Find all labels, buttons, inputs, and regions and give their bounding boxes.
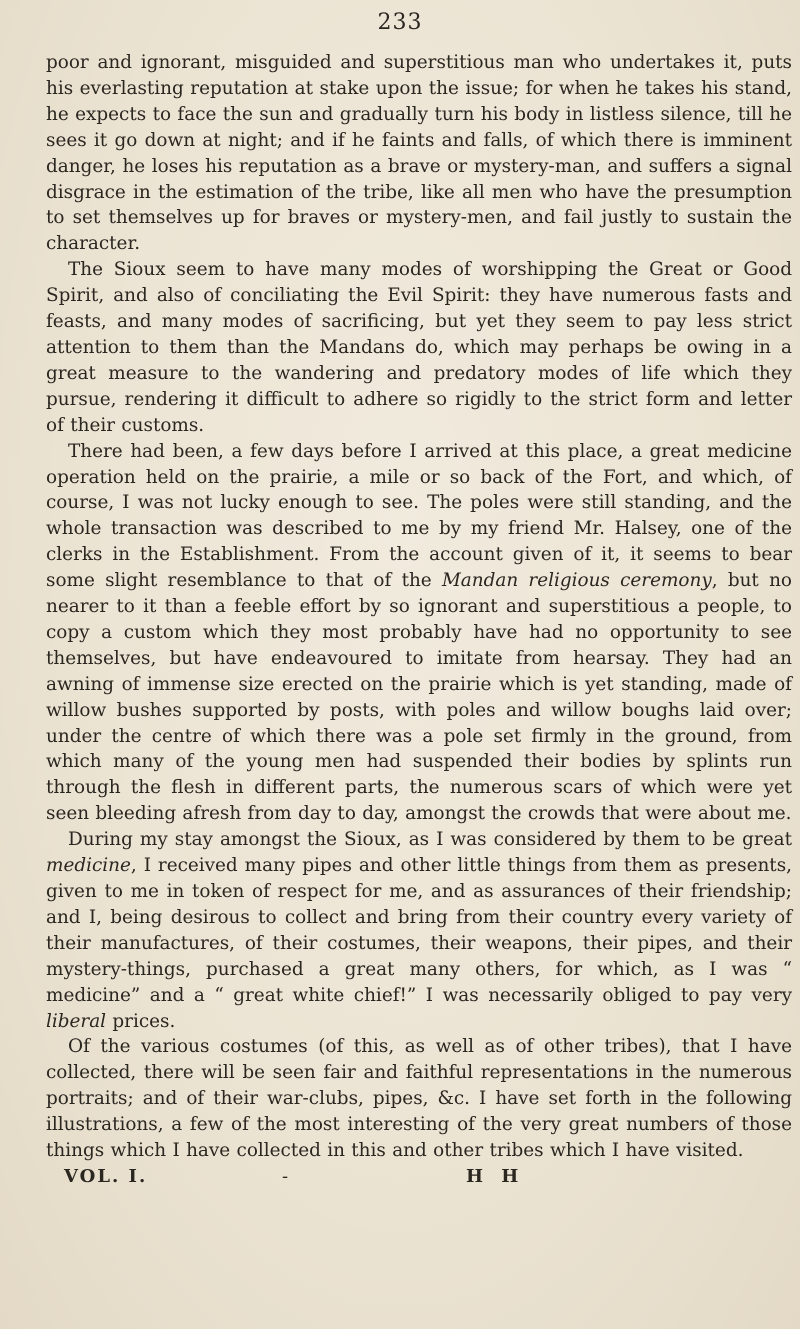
body-text (46, 50, 792, 1164)
paragraph (46, 827, 792, 1034)
page-number: 233 (377, 10, 423, 35)
signature-mark: H H (466, 1166, 525, 1187)
footer-dash: - (282, 1166, 291, 1187)
paragraph (46, 257, 792, 438)
paragraph-text: , I received many pipes and other little things from them as presents, given to me in token of respect for me, and as assurances of their friendship; and I, being desirous to collect and bring from their country every variety of their manufactures, of their costumes, their weapons, their pipes, and their mystery-things, purchased a great many others, for which, as I was “ medicine” and a “ great white chief!” I was necessarily obliged to pay very (46, 855, 792, 1006)
paragraph (46, 50, 792, 257)
italic-text: liberal (46, 1010, 107, 1032)
paragraph-text: poor and ignorant, misguided and superstitious man who undertakes it, puts his everlasting reputation at stake upon the issue; for when he takes his stand, he expects to face the sun and gradually turn his body in listless silence, till he sees it go down at night; and if he faints and falls, of which there is imminent danger, he loses his reputation as a brave or mystery-man, and suffers a signal disgrace in the estimation of the tribe, like all men who have the presumption to set themselves up for braves or mystery-men, and fail justly to sustain the character. (46, 52, 792, 255)
paragraph-text: Of the various costumes (of this, as well as of other tribes), that I have collected, there will be seen fair and faithful representations in the numerous portraits; and of their war-clubs, pipes, &c. I have set forth in the following illustrations, a few of the most interesting of the very great numbers of those things which I have collected in this and other tribes which I have visited. (46, 1036, 792, 1162)
paragraph (46, 1034, 792, 1164)
paragraph-text: The Sioux seem to have many modes of worshipping the Great or Good Spirit, and also of conciliating the Evil Spirit: they have numerous fasts and feasts, and many modes of sacrificing, but yet they seem to pay less strict attention to them than the Mandans do, which may perhaps be owing in a great measure to the wandering and predatory modes of life which they pursue, rendering it difficult to adhere so rigidly to the strict form and letter of their customs. (46, 259, 792, 436)
paragraph-text: , but no nearer to it than a feeble effort by so ignorant and superstitious a people, to copy a custom which they most probably have had no opportunity to see themselves, but have endeavoured to imitate from hearsay. They had an awning of immense size erected on the prairie which is yet standing, made of willow bushes supported by posts, with poles and willow boughs laid over; under the centre of which there was a pole set firmly in the ground, from which many of the young men had suspended their bodies by splints run through the flesh in different parts, the numerous scars of which were yet seen bleeding afresh from day to day, amongst the crowds that were about me. (46, 570, 792, 825)
paragraph-text: prices. (106, 1010, 176, 1032)
italic-text: medicine (46, 855, 131, 877)
paragraph-text: During my stay amongst the Sioux, as I was considered by them to be great (68, 829, 792, 851)
volume-mark: VOL. I. (64, 1166, 148, 1187)
page-footer (64, 1166, 704, 1194)
paragraph (46, 439, 792, 828)
paragraph-text: There had been, a few days before I arrived at this place, a great medicine operation held on the prairie, a mile or so back of the Fort, and which, of course, I was not lucky enough to see. The poles were still standing, and the whole transaction was described to me by my friend Mr. Halsey, one of the clerks in the Establishment. From the account given of it, it seems to bear some slight resemblance to that of the (46, 440, 792, 592)
italic-text: Mandan religious ceremony (441, 570, 712, 592)
